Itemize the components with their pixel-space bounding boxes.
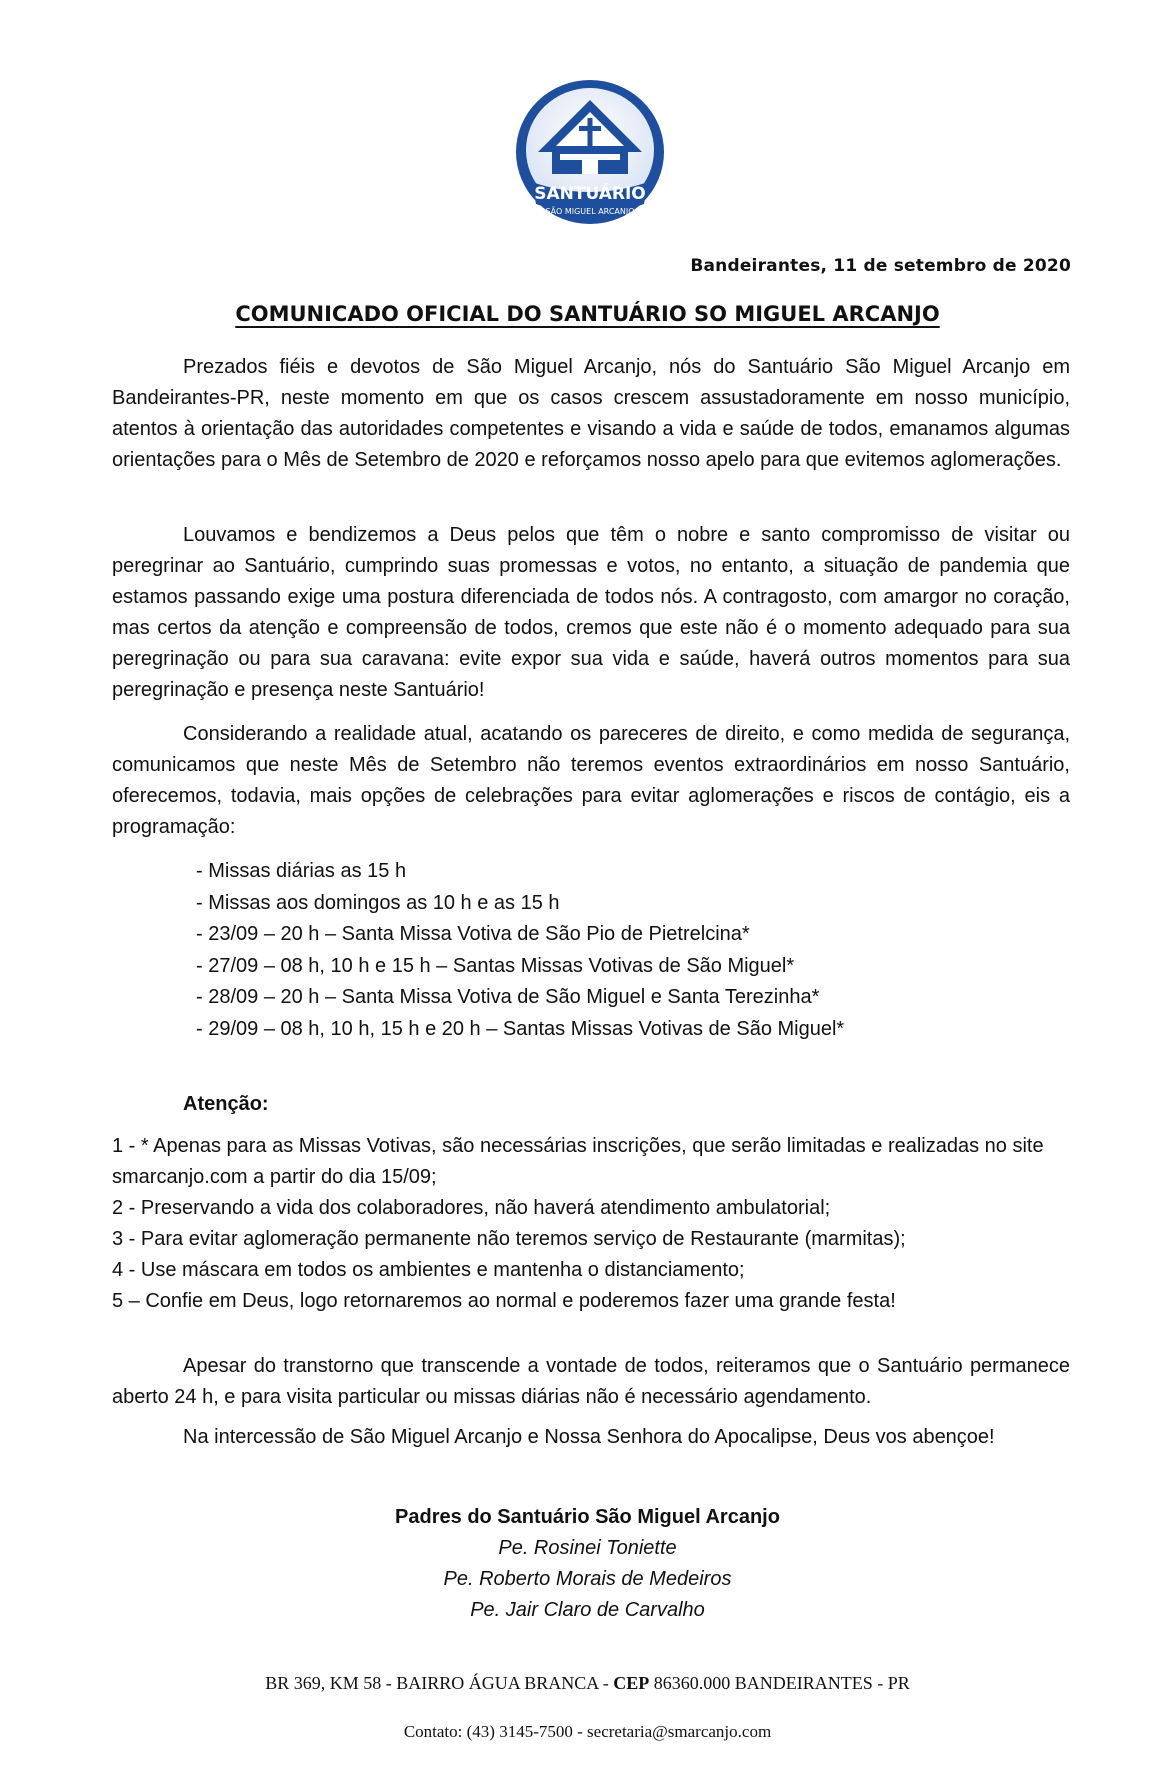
paragraph-2	[112, 520, 1070, 706]
paragraph-text: Prezados fiéis e devotos de São Miguel Arcanjo, nós do Santuário São Miguel Arcanjo em Bandeirantes-PR, neste momento em que os casos crescem assustadoramente em nosso município, atentos à orientação das autoridades competentes e visando a vida e saúde de todos, emanamos algumas orientações para o Mês de Setembro de 2020 e reforçamos nosso apelo para que evitemos aglomerações.	[112, 356, 1070, 471]
signature-name: Pe. Jair Claro de Carvalho	[470, 1599, 705, 1621]
attention-heading: Atenção:	[183, 1093, 269, 1115]
logo-subtitle: SÃO MIGUEL ARCANJO	[545, 207, 635, 216]
attention-item: 1 - * Apenas para as Missas Votivas, são necessárias inscrições, que serão limitadas e realizadas no site smarcanjo.com a partir do dia 15/09;	[112, 1135, 1044, 1188]
schedule-item: - Missas diárias as 15 h	[196, 860, 407, 882]
attention-item: 5 – Confie em Deus, logo retornaremos ao normal e poderemos fazer uma grande festa!	[112, 1290, 896, 1312]
footer-address-part2: 86360.000 BANDEIRANTES - PR	[649, 1673, 910, 1693]
schedule-item: - 28/09 – 20 h – Santa Missa Votiva de São Miguel e Santa Terezinha*	[196, 986, 820, 1008]
signature-heading: Padres do Santuário São Miguel Arcanjo	[395, 1506, 780, 1528]
attention-item: 3 - Para evitar aglomeração permanente não teremos serviço de Restaurante (marmitas);	[112, 1228, 906, 1250]
closing-paragraph-1	[112, 1351, 1070, 1413]
paragraph-text: Na intercessão de São Miguel Arcanjo e Nossa Senhora do Apocalipse, Deus vos abençoe!	[183, 1426, 995, 1448]
logo-title: SANTUÁRIO	[534, 184, 646, 204]
footer-address-part1: BR 369, KM 58 - BAIRRO ÁGUA BRANCA -	[265, 1673, 614, 1693]
signature-name: Pe. Rosinei Toniette	[498, 1537, 677, 1559]
paragraph-text: Apesar do transtorno que transcende a vontade de todos, reiteramos que o Santuário permanece aberto 24 h, e para visita particular ou missas diárias não é necessário agendamento.	[112, 1355, 1070, 1408]
schedule-item: - 29/09 – 08 h, 10 h, 15 h e 20 h – Santas Missas Votivas de São Miguel*	[196, 1017, 845, 1040]
schedule-item: - 27/09 – 08 h, 10 h e 15 h – Santas Missas Votivas de São Miguel*	[196, 954, 795, 977]
schedule-item: - 23/09 – 20 h – Santa Missa Votiva de São Pio de Pietrelcina*	[196, 923, 750, 945]
schedule-list	[196, 856, 844, 1045]
attention-item: 2 - Preservando a vida dos colaboradores, não haverá atendimento ambulatorial;	[112, 1197, 831, 1219]
attention-list	[112, 1131, 1070, 1317]
document-title	[0, 302, 1175, 326]
closing-paragraph-2	[112, 1422, 1070, 1453]
signature-block	[0, 1502, 1175, 1626]
attention-item: 4 - Use máscara em todos os ambientes e mantenha o distanciamento;	[112, 1259, 745, 1281]
footer-contact: Contato: (43) 3145-7500 - secretaria@smarcanjo.com	[403, 1722, 772, 1741]
document-date: Bandeirantes, 11 de setembro de 2020	[690, 256, 1071, 276]
santuario-logo	[512, 78, 668, 228]
paragraph-text: Louvamos e bendizemos a Deus pelos que têm o nobre e santo compromisso de visitar ou peregrinar ao Santuário, cumprindo suas promessas e votos, no entanto, a situação de pandemia que estamos passando exige uma postura diferenciada de todos nós. A contragosto, com amargor no coração, mas certos da atenção e compreensão de todos, cremos que este não é o momento adequado para sua peregrinação ou para sua caravana: evite expor sua vida e saúde, haverá outros momentos para sua peregrinação e presença neste Santuário!	[112, 524, 1070, 701]
schedule-item: - Missas aos domingos as 10 h e as 15 h	[196, 891, 560, 914]
paragraph-3	[112, 719, 1070, 843]
paragraph-text: Considerando a realidade atual, acatando os pareceres de direito, e como medida de segurança, comunicamos que neste Mês de Setembro não teremos eventos extraordinários em nosso Santuário, oferecemos, todavia, mais opções de celebrações para evitar aglomerações e riscos de contágio, eis a programação:	[112, 723, 1070, 838]
paragraph-1	[112, 352, 1070, 476]
document-title-text: COMUNICADO OFICIAL DO SANTUÁRIO SO MIGUEL ARCANJO	[235, 302, 940, 326]
signature-name: Pe. Roberto Morais de Medeiros	[443, 1568, 732, 1590]
footer-cep-label: CEP	[613, 1673, 650, 1693]
footer-address	[0, 1673, 1175, 1694]
